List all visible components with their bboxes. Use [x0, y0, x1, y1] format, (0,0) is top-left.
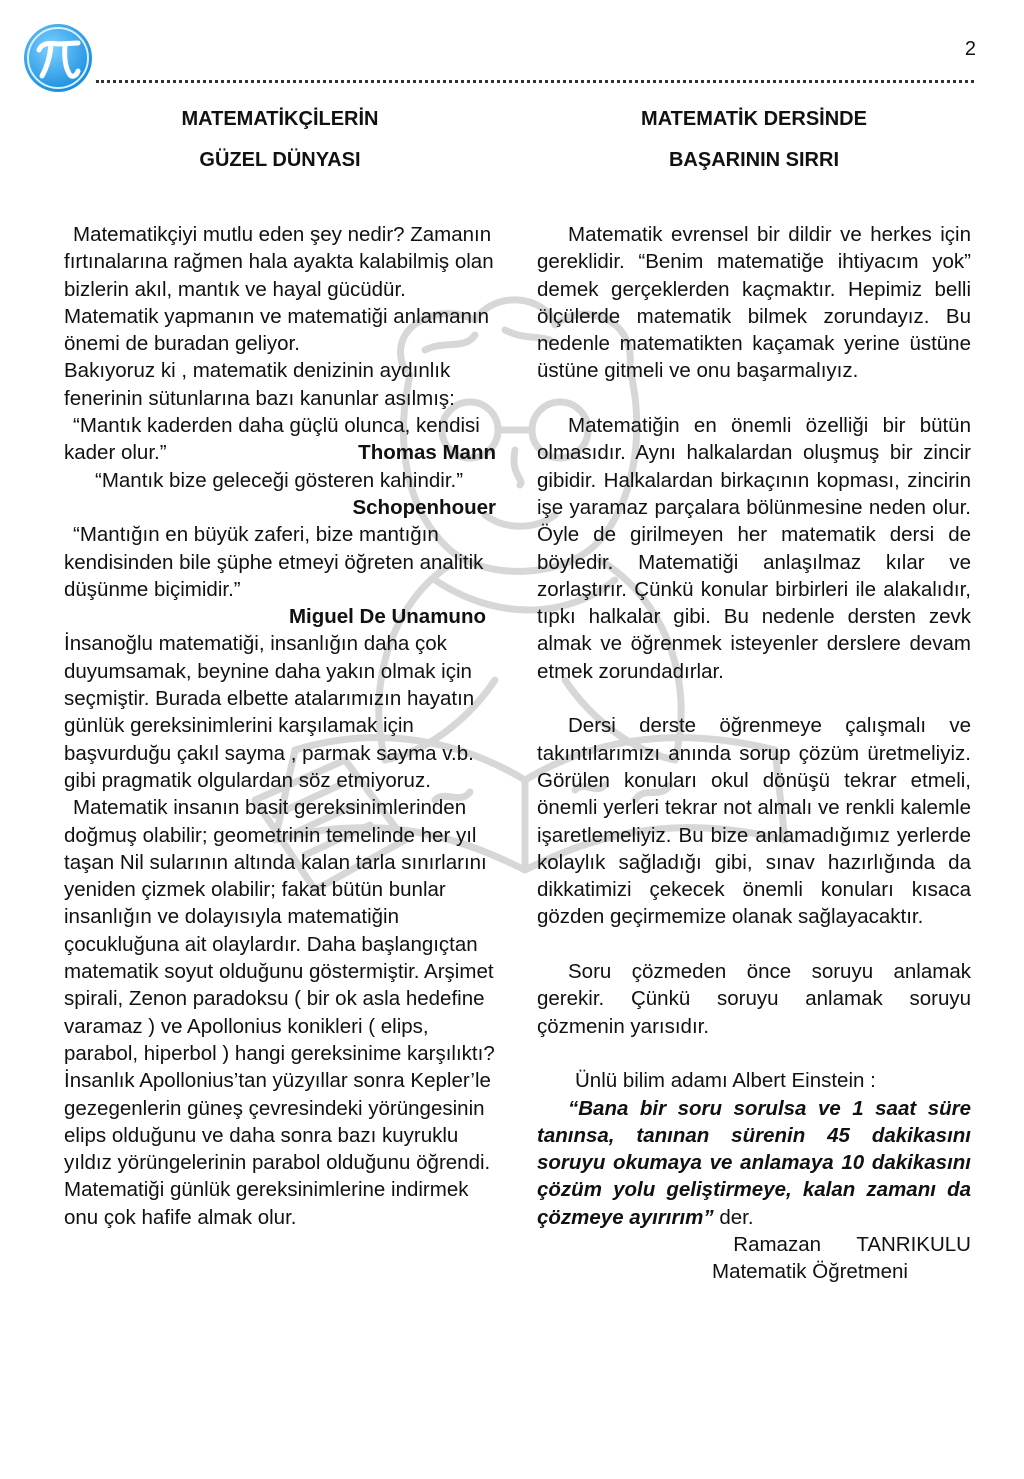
- right-paragraph-4: Soru çözmeden önce soruyu anlamak gerekir. Çünkü soruyu anlamak soruyu çözmenin yarısıdır.: [537, 960, 971, 1038]
- right-column: [537, 99, 971, 1286]
- author-name: Ramazan TANRIKULU: [733, 1232, 971, 1256]
- page-number: 2: [964, 38, 976, 60]
- quote-1-author: Thomas Mann: [358, 441, 496, 465]
- left-paragraph-3: İnsanoğlu matematiği, insanlığın daha çok duyumsamak, beynine daha yakın olmak için seçmiştir. Burada elbette atalarımızın hayatın günlük gereksinimlerini karşılamak için başvurduğu çakıl sayma , parmak sayma v.b. gibi pragmatik olgulardan söz etmiyoruz.: [64, 632, 475, 792]
- einstein-quote-tail: der.: [713, 1205, 754, 1229]
- left-paragraph-2: Bakıyoruz ki , matematik denizinin aydınlık fenerinin sütunlarına bazı kanunlar asılmış:: [64, 359, 455, 410]
- quote-2-author: Schopenhouer: [352, 495, 496, 519]
- quote-3-text: “Mantığın en büyük zaferi, bize mantığın kendisinden bile şüphe etmeyi öğreten analitik düşünme biçimidir.”: [64, 523, 484, 601]
- header-divider: [96, 80, 974, 83]
- left-paragraph-4: Matematik insanın basit gereksinimlerinden doğmuş olabilir; geometrinin temelinde her yıl taşan Nil sularının altında kalan tarla sınırlarını yeniden çizmek olabilir; fakat bütün bunlar insanlığın ve dolayısıyla matematiğin çocukluğuna ait olaylardır. Daha başlangıçtan matematik soyut olduğunu göstermiştir. Arşimet spirali, Zenon paradoksu ( bir ok asla hedefine varamaz ) ve Apollonius konikleri ( elips, parabol, hiperbol ) hangi gereksinime karşılıktı? İnsanlık Apollonius’tan yüzyıllar sonra Kepler’le gezegenlerin güneş çevresindeki yörüngesinin elips olduğunu ve daha sonra bazı kuyruklu yıldız yörüngelerinin parabol olduğunu öğrendi. Matematiği günlük gereksinimlerine indirmek onu çok hafife almak olur.: [64, 796, 495, 1229]
- einstein-quote-paragraph: [537, 1095, 971, 1231]
- pi-logo-icon: [22, 22, 94, 94]
- right-paragraph-2: Matematiğin en önemli özelliği bir bütün olmasıdır. Aynı halkalardan oluşmuş bir zincir gibidir. Halkalardan birkaçının kopması, zincirin işe yaramaz parçalara bölünmesine neden olur. Öyle de girilmeyen her matematik dersi de böyledir. Matematiği anlaşılmaz kılar ve zorlaştırır. Çünkü konular birbirleri ile alakalıdır, tıpkı halkalar gibi. Bu nedenle dersten zevk almak ve öğrenmek isteyenler derslere devam etmek zorundadırlar.: [537, 414, 971, 683]
- quote-1: [64, 412, 496, 467]
- right-paragraph-3: Dersi derste öğrenmeye çalışmalı ve takıntılarımızı anında sorup çözüm üretmeliyiz. Görülen konuları okul dönüşü tekrar etmeli, önemli yerleri tekrar not almalı ve renkli kalemle işaretlemeliyiz. Bu bize anlamadığımız yerlerde kolaylık sağladığı gibi, sınav hazırlığında da dikkatimizi çekecek önemli konuları kısaca gözden geçirmemize olanak sağlayacaktır.: [537, 714, 971, 929]
- author-title: Matematik Öğretmeni: [712, 1260, 908, 1284]
- einstein-intro: Ünlü bilim adamı Albert Einstein :: [575, 1069, 876, 1093]
- quote-1-text: “Mantık kaderden daha güçlü olunca, kendisi kader olur.”: [64, 414, 480, 465]
- left-title-line2: GÜZEL DÜNYASI: [199, 149, 361, 171]
- quote-3-author: Miguel De Unamuno: [288, 605, 486, 629]
- left-paragraph-1: Matematikçiyi mutlu eden şey nedir? Zamanın fırtınalarına rağmen hala ayakta kalabilmiş olan bizlerin akıl, mantık ve hayal gücüdür. Matematik yapmanın ve matematiği anlamanın önemi de buradan geliyor.: [64, 223, 494, 356]
- quote-2-text: “Mantık bize geleceği gösteren kahindir.”: [95, 468, 464, 492]
- right-paragraph-1: Matematik evrensel bir dildir ve herkes için gereklidir. “Benim matematiğe ihtiyacım yok” demek gerçeklerden kaçmaktır. Hepimiz belli ölçülerde matematik bilmek zorundayız. Bu nedenle matematikten kaçamak yerine üstüne üstüne gitmeli ve onu başarmalıyız.: [537, 223, 971, 383]
- right-title-line1: MATEMATİK DERSİNDE: [641, 108, 867, 130]
- left-column: [64, 99, 496, 1231]
- left-title-line1: MATEMATİKÇİLERİN: [181, 108, 379, 130]
- right-title-line2: BAŞARININ SIRRI: [668, 149, 839, 171]
- einstein-quote: “Bana bir soru sorulsa ve 1 saat süre tanınsa, tanınan sürenin 45 dakikasını soruyu okumaya ve anlamaya 10 dakikasını çözüm yolu geliştirmeye, kalan zamanı da çözmeye ayırırım”: [537, 1096, 971, 1229]
